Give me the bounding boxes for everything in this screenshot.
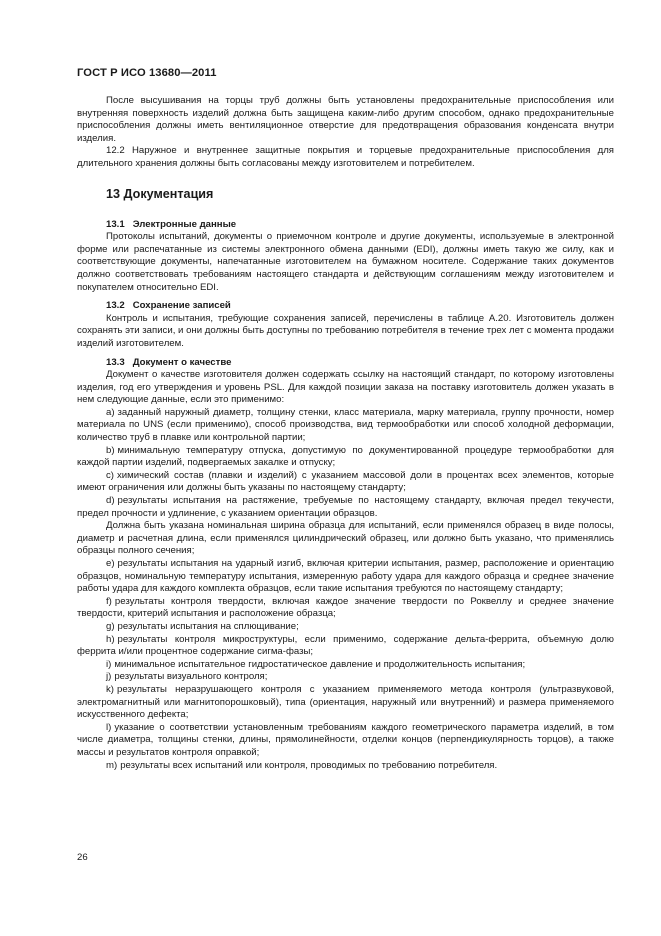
list-item: b) минимальную температуру отпуска, допустимую по документированной процедуре термообработки для каждой партии изделий, подвергаемых закалке и отпуску; [77, 444, 614, 469]
list-item: i) минимальное испытательное гидростатическое давление и продолжительность испытания; [106, 658, 526, 670]
clause-title: Сохранение записей [132, 300, 231, 312]
clause-13-2-heading [77, 300, 614, 313]
list-item: m) результаты всех испытаний или контроля, проводимых по требованию потребителя. [106, 759, 498, 771]
clause-number: 13.1 [106, 218, 125, 230]
list-item: l) указание о соответствии установленным требованиям каждого геометрического параметра изделий, в том числе диаметра, толщины стенки, длины, прямолинейности, отделки концов (перпендикулярность торцов), а также массы и результатов контроля оправкой; [77, 721, 614, 758]
list-item: a) заданный наружный диаметр, толщину стенки, класс материала, марку материала, группу прочности, номер материала по UNS (если применимо), способ производства, вид термообработки или способ холодной деформации, количество труб в плавке или контрольной партии; [77, 406, 614, 444]
standard-header: ГОСТ Р ИСО 13680—2011 [77, 67, 217, 79]
clause-13-1-text: Протоколы испытаний, документы о приемочном контроле и другие документы, используемые в электронной форме или распечатанные из системы электронного обмена данными (EDI), должны иметь такую же силу, как и соответствующие документы, напечатанные изготовителем на бумажном носителе. Содержание таких документов должно соответствовать требованиям настоящего стандарта и действующим соглашениям между изготовителем и покупателем относительно EDI. [77, 231, 614, 293]
intro-paragraph: После высушивания на торцы труб должны быть установлены предохранительные приспособления или внутренняя поверхность изделий должна быть защищена каким-либо другим способом, однако предохранительные приспособления должны иметь вентиляционное отверстие для предотвращения образования конденсата внутри изделия. [77, 95, 614, 144]
list-item: k) результаты неразрушающего контроля с указанием применяемого метода контроля (ультразвуковой, электромагнитный или магнитопорошковый), типа (ориентация, наружный или внутренний) и размера применяемого искусственного дефекта; [77, 683, 614, 721]
list-item: f) результаты контроля твердости, включая каждое значение твердости по Роквеллу и среднее значение твердости, критерий испытания и расположение образца; [77, 595, 614, 620]
list-item: g) результаты испытания на сплющивание; [106, 620, 299, 632]
list-item: e) результаты испытания на ударный изгиб, включая критерии испытания, размер, расположение и ориентацию образцов, номинальную температуру испытания, измеренную работу удара для каждого образца и среднее значение работы удара для каждого комплекта образцов, если такие испытания требуются по настоящему стандарту; [77, 558, 614, 595]
page-number: 26 [77, 852, 88, 863]
document-body [77, 95, 614, 772]
clause-title: Электронные данные [132, 218, 237, 230]
clause-title: Документ о качестве [132, 356, 232, 368]
clause-number: 13.2 [106, 300, 125, 312]
list-item: j) результаты визуального контроля; [106, 671, 268, 683]
list-item: c) химический состав (плавки и изделий) с указанием массовой доли в процентах всех элементов, которые имеют ограничения или должны быть указаны по настоящему стандарту; [77, 469, 614, 494]
list-item: h) результаты контроля микроструктуры, если применимо, содержание дельта-феррита, объемную долю феррита и/или процентное содержание сигма-фазы; [77, 633, 614, 658]
section-13-heading: 13 Документация [106, 186, 214, 201]
clause-13-3-heading [77, 357, 614, 370]
clause-13-3-text: Документ о качестве изготовителя должен содержать ссылку на настоящий стандарт, по которому изготовлены изделия, год его утверждения и уровень PSL. Для каждой позиции заказа на поставку изготовитель должен указать в нем следующие данные, если это применимо: [77, 369, 614, 406]
clause-13-1-heading [77, 219, 614, 232]
clause-13-2-text: Контроль и испытания, требующие сохранения записей, перечислены в таблице А.20. Изготовитель должен сохранять эти записи, и они должны быть доступны по требованию потребителя в течение трех лет с момента продажи изделий изготовителем. [77, 312, 614, 349]
specimen-note: Должна быть указана номинальная ширина образца для испытаний, если применялся образец в виде полосы, диаметр и расчетная длина, если применялся цилиндрический образец, или должно быть указано, что применялись образцы полного сечения; [77, 520, 614, 557]
clause-12-2: 12.2 Наружное и внутреннее защитные покрытия и торцевые предохранительные приспособления для длительного хранения должны быть согласованы между изготовителем и потребителем. [77, 145, 614, 169]
list-item: d) результаты испытания на растяжение, требуемые по настоящему стандарту, включая предел текучести, предел прочности и удлинение, с указанием ориентации образцов. [77, 495, 614, 519]
clause-number: 13.3 [106, 356, 125, 368]
